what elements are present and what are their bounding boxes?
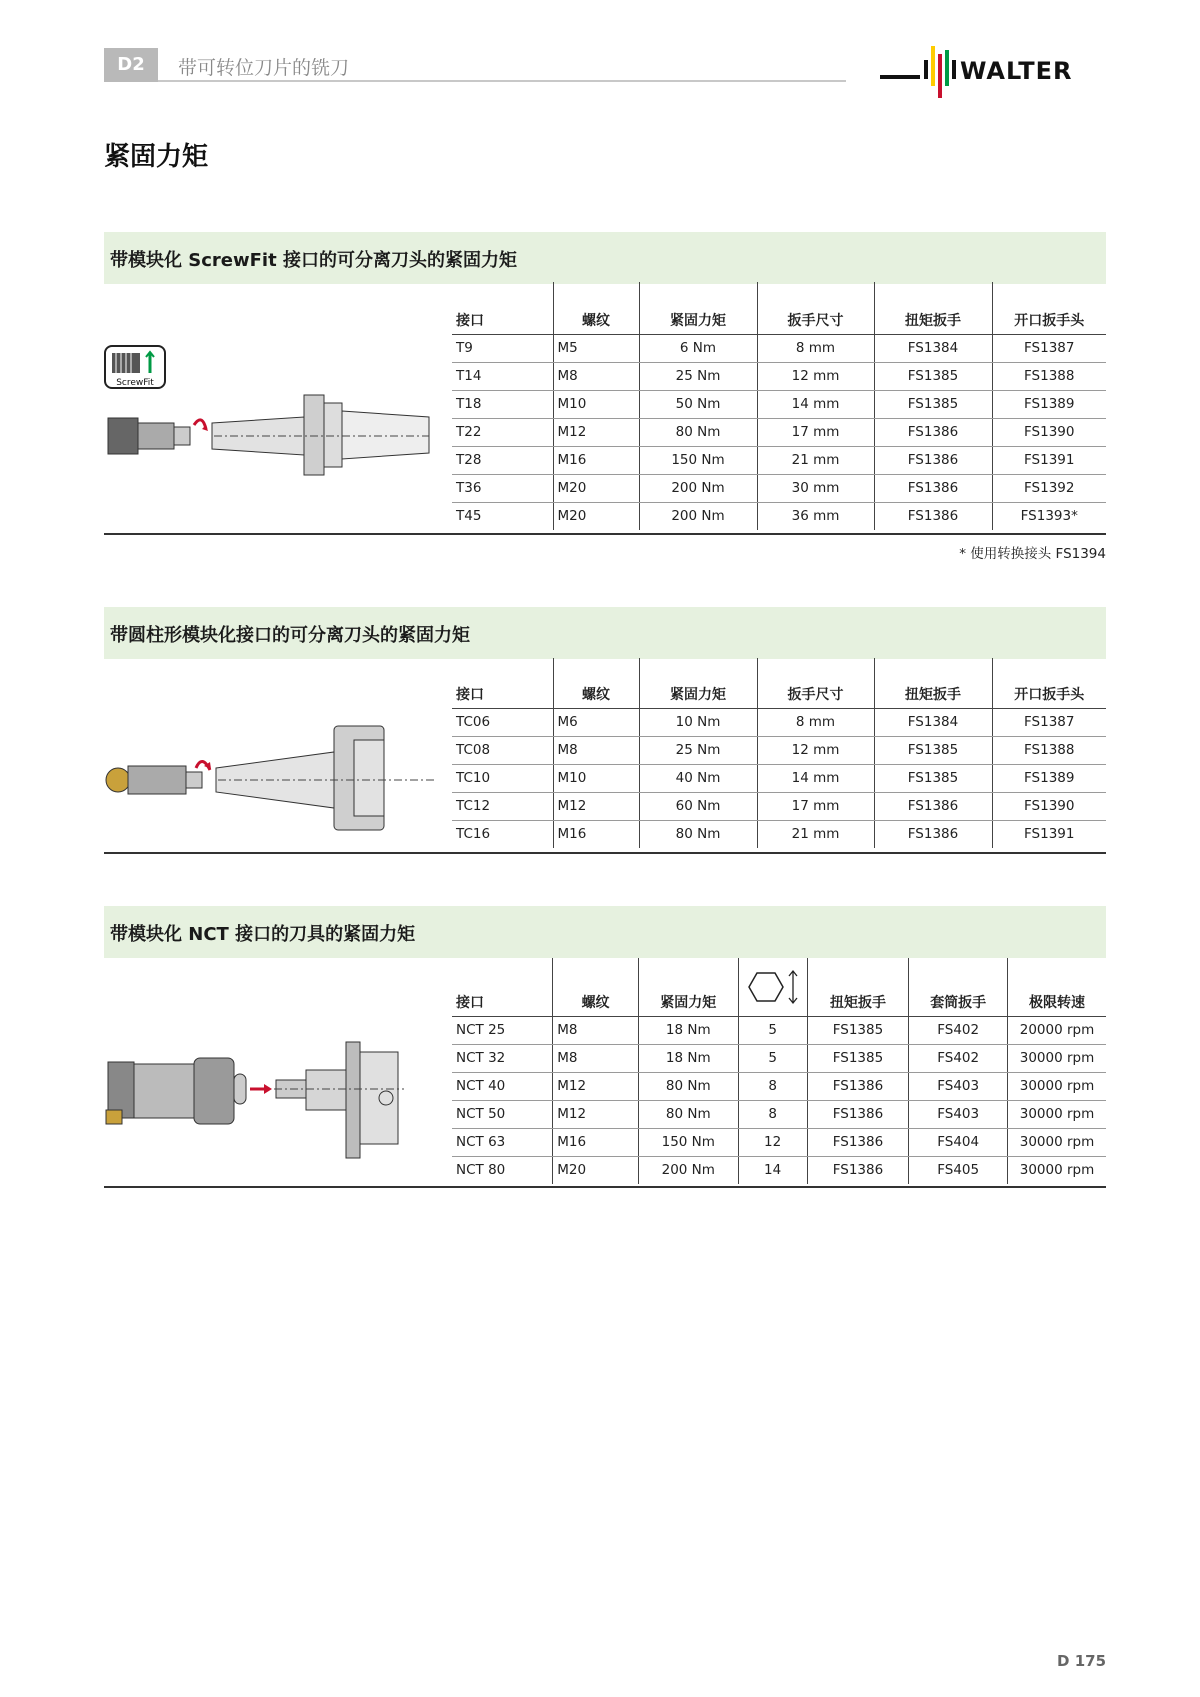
table-row: NCT 32 M8 18 Nm 5 FS1385 FS402 30000 rpm	[452, 1044, 1106, 1072]
nct-interface-illustration	[104, 1040, 444, 1174]
table-row: T45 M20 200 Nm 36 mm FS1386 FS1393*	[452, 502, 1106, 530]
table-header-row	[452, 282, 1106, 334]
col-interface: 接口	[452, 658, 553, 708]
table-row: NCT 25 M8 18 Nm 5 FS1385 FS402 20000 rpm	[452, 1016, 1106, 1044]
col-torque-wrench: 扭矩扳手	[807, 958, 909, 1016]
col-torque-wrench: 扭矩扳手	[874, 658, 992, 708]
screwfit-torque-table	[452, 282, 1106, 530]
table-row: NCT 50 M12 80 Nm 8 FS1386 FS403 30000 rpm	[452, 1100, 1106, 1128]
table-header-row	[452, 958, 1106, 1016]
screwfit-badge-label: ScrewFit	[116, 378, 154, 388]
table-row: TC06 M6 10 Nm 8 mm FS1384 FS1387	[452, 708, 1106, 736]
section-2-title: 带圆柱形模块化接口的可分离刀头的紧固力矩	[110, 625, 470, 646]
col-thread: 螺纹	[553, 282, 639, 334]
table-row: TC16 M16 80 Nm 21 mm FS1386 FS1391	[452, 820, 1106, 848]
walter-logo	[880, 44, 1110, 110]
page-number: D 175	[1057, 1652, 1106, 1670]
table-row: NCT 40 M12 80 Nm 8 FS1386 FS403 30000 rpm	[452, 1072, 1106, 1100]
col-open-wrench: 开口扳手头	[992, 282, 1106, 334]
col-thread: 螺纹	[553, 658, 639, 708]
col-interface: 接口	[452, 958, 553, 1016]
footnote: * 使用转换接头 FS1394	[959, 546, 1106, 562]
section-3-band	[104, 906, 1106, 958]
col-hex-size	[738, 958, 807, 1016]
section-3-title: 带模块化 NCT 接口的刀具的紧固力矩	[110, 924, 416, 945]
table-row: TC12 M12 60 Nm 17 mm FS1386 FS1390	[452, 792, 1106, 820]
hex-wrench-size-icon	[745, 967, 801, 1007]
svg-text:WALTER: WALTER	[960, 57, 1073, 85]
section-3-bottom-rule	[104, 1186, 1106, 1188]
chapter-title: 带可转位刀片的铣刀	[178, 57, 350, 79]
table-row: T14 M8 25 Nm 12 mm FS1385 FS1388	[452, 362, 1106, 390]
section-2-bottom-rule	[104, 852, 1106, 854]
col-open-wrench: 开口扳手头	[992, 658, 1106, 708]
col-socket-wrench: 套筒扳手	[909, 958, 1008, 1016]
table-header-row	[452, 658, 1106, 708]
table-row: T22 M12 80 Nm 17 mm FS1386 FS1390	[452, 418, 1106, 446]
table-row: NCT 80 M20 200 Nm 14 FS1386 FS405 30000 rpm	[452, 1156, 1106, 1184]
table-row: TC10 M10 40 Nm 14 mm FS1385 FS1389	[452, 764, 1106, 792]
section-1-title: 带模块化 ScrewFit 接口的可分离刀头的紧固力矩	[110, 250, 517, 271]
col-torque: 紧固力矩	[638, 958, 738, 1016]
nct-torque-table	[452, 958, 1106, 1184]
col-thread: 螺纹	[553, 958, 639, 1016]
col-wrench-size: 扳手尺寸	[757, 282, 874, 334]
col-interface: 接口	[452, 282, 553, 334]
screwfit-badge	[105, 346, 165, 388]
col-torque: 紧固力矩	[639, 282, 757, 334]
table-row: T18 M10 50 Nm 14 mm FS1385 FS1389	[452, 390, 1106, 418]
chapter-tag: D2	[104, 48, 158, 82]
table-row: T9 M5 6 Nm 8 mm FS1384 FS1387	[452, 334, 1106, 362]
page-title: 紧固力矩	[104, 142, 209, 172]
section-1-bottom-rule	[104, 533, 1106, 535]
col-wrench-size: 扳手尺寸	[757, 658, 874, 708]
col-max-speed: 极限转速	[1008, 958, 1106, 1016]
table-row: T28 M16 150 Nm 21 mm FS1386 FS1391	[452, 446, 1106, 474]
header-rule	[158, 80, 846, 82]
table-row: NCT 63 M16 150 Nm 12 FS1386 FS404 30000 rpm	[452, 1128, 1106, 1156]
cylindrical-interface-illustration	[104, 722, 444, 836]
section-1-band	[104, 232, 1106, 284]
cylindrical-torque-table	[452, 658, 1106, 848]
col-torque: 紧固力矩	[639, 658, 757, 708]
col-torque-wrench: 扭矩扳手	[874, 282, 992, 334]
section-2-band	[104, 607, 1106, 659]
table-row: TC08 M8 25 Nm 12 mm FS1385 FS1388	[452, 736, 1106, 764]
screwfit-illustration	[104, 345, 444, 489]
table-row: T36 M20 200 Nm 30 mm FS1386 FS1392	[452, 474, 1106, 502]
